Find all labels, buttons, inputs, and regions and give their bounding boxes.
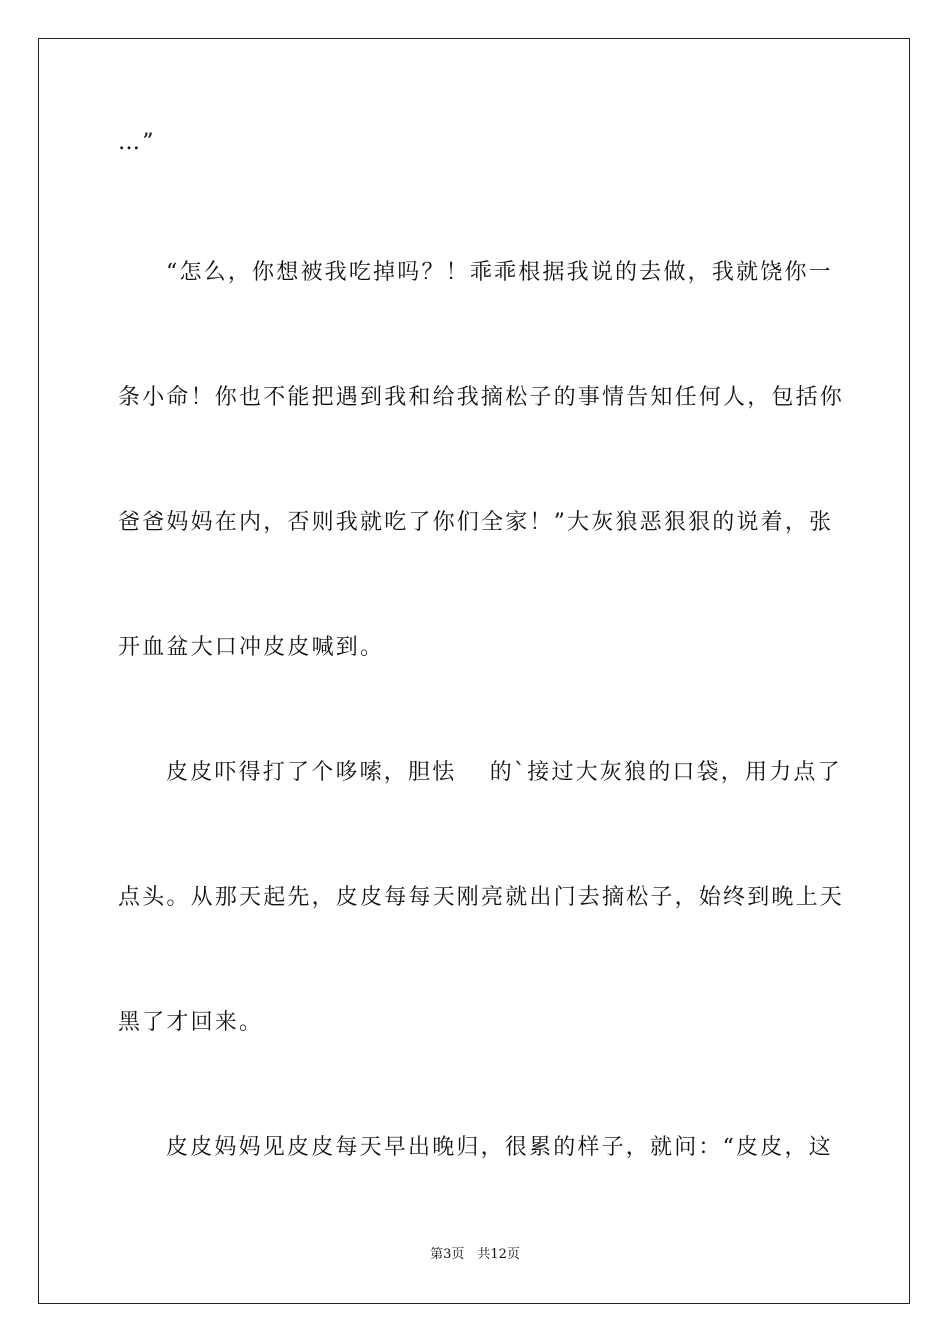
paragraph-start-line: “怎么，你想被我吃掉吗？！乖乖根据我说的去做，我就饶你一 xyxy=(166,260,833,285)
paragraph-start-line: 皮皮妈妈见皮皮每天早出晚归，很累的样子，就问：“皮皮，这 xyxy=(166,1135,833,1160)
text-line: 爸爸妈妈在内，否则我就吃了你们全家！”大灰狼恶狠狠的说着，张 xyxy=(118,510,834,535)
text-line: 开血盆大口冲皮皮喊到。 xyxy=(118,635,385,660)
text-line: 条小命！你也不能把遇到我和给我摘松子的事情告知任何人，包括你 xyxy=(118,385,845,410)
text-line: 点头。从那天起先，皮皮每每天刚亮就出门去摘松子，始终到晚上天 xyxy=(118,885,845,910)
page-number-footer: 第3页 共12页 xyxy=(430,1247,520,1262)
page-border xyxy=(38,38,910,1304)
text-line: 黑了才回来。 xyxy=(118,1010,264,1035)
text-line-1: …” xyxy=(118,130,156,155)
paragraph-start-line: 皮皮吓得打了个哆嗦，胆怯 的`接过大灰狼的口袋，用力点了 xyxy=(166,760,842,785)
